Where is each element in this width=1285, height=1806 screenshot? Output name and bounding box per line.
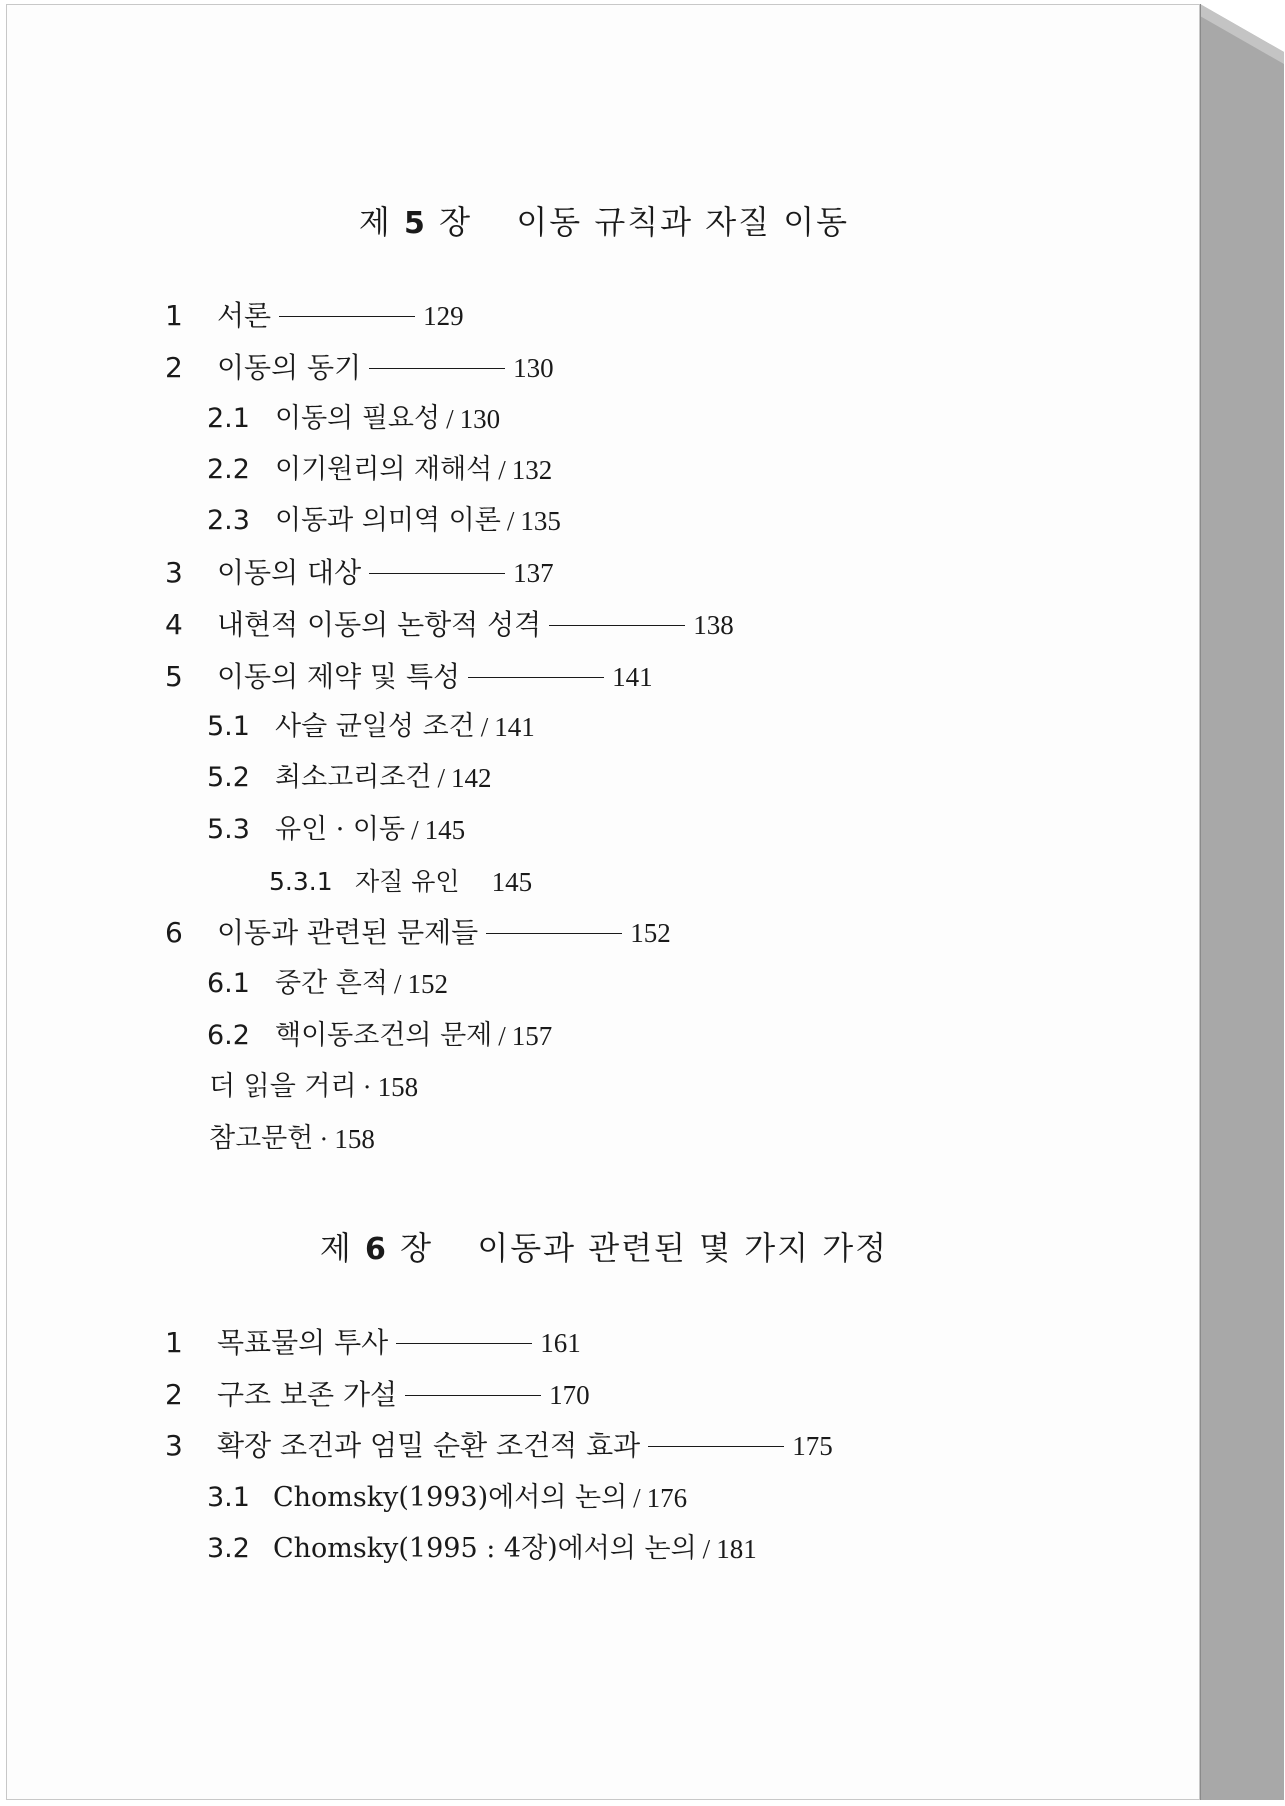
toc-subentry: 3.1 Chomsky(1993)에서의 논의 / 176: [207, 1482, 688, 1513]
toc-subentry: 2.3 이동과 의미역 이론 / 135: [207, 505, 561, 536]
book-spine-edge: [1200, 4, 1284, 1800]
chapter-5-title: 제 5 장 이동 규칙과 자질 이동: [358, 203, 850, 241]
toc-entry: 1 목표물의 투사 161: [165, 1326, 581, 1359]
toc-extra-entry: 참고문헌 · 158: [209, 1123, 375, 1154]
book-page: [6, 4, 1200, 1800]
toc-subentry: 5.3 유인 · 이동 / 145: [207, 814, 466, 845]
toc-entry: 1 서론 129: [165, 299, 464, 332]
toc-extra-entry: 더 읽을 거리 · 158: [209, 1071, 419, 1102]
toc-entry: 3 이동의 대상 137: [165, 556, 554, 589]
toc-entry: 4 내현적 이동의 논항적 성격 138: [165, 608, 734, 641]
toc-subentry: 2.2 이기원리의 재해석 / 132: [207, 454, 553, 485]
toc-subentry: 6.1 중간 흔적 / 152: [207, 968, 448, 999]
chapter-6-title: 제 6 장 이동과 관련된 몇 가지 가정: [319, 1229, 889, 1267]
toc-entry: 5 이동의 제약 및 특성 141: [165, 660, 653, 693]
toc-entry: 3 확장 조건과 엄밀 순환 조건적 효과 175: [165, 1429, 833, 1462]
toc-subsubentry: 5.3.1 자질 유인 145: [269, 867, 533, 897]
toc-entry: 6 이동과 관련된 문제들 152: [165, 916, 671, 949]
toc-subentry: 6.2 핵이동조건의 문제 / 157: [207, 1020, 553, 1051]
toc-subentry: 5.2 최소고리조건 / 142: [207, 762, 492, 793]
toc-subentry: 2.1 이동의 필요성 / 130: [207, 403, 501, 434]
toc-entry: 2 이동의 동기 130: [165, 351, 554, 384]
toc-subentry: 5.1 사슬 균일성 조건 / 141: [207, 711, 535, 742]
toc-entry: 2 구조 보존 가설 170: [165, 1378, 590, 1411]
toc-subentry: 3.2 Chomsky(1995 : 4장)에서의 논의 / 181: [207, 1533, 757, 1564]
